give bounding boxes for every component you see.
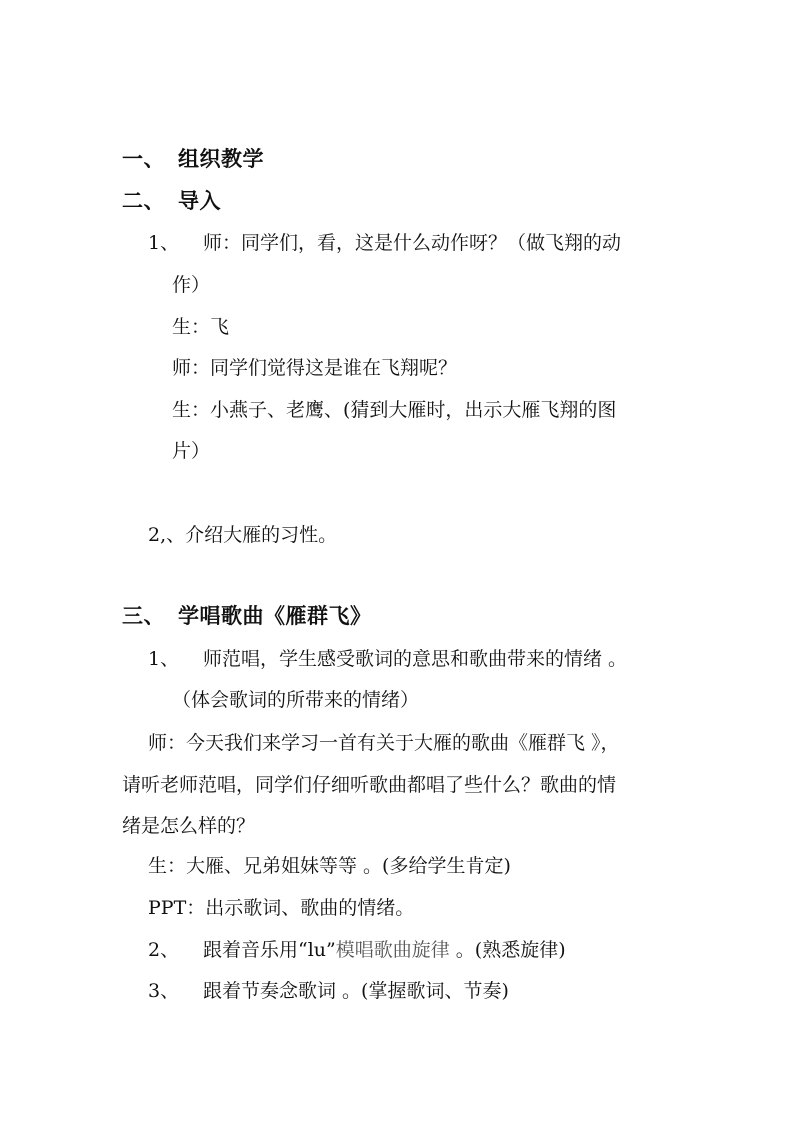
paragraph-line: 生：大雁、兄弟姐妹等等 。(多给学生肯定) [148,855,511,877]
paragraph-line: PPT：出示歌词、歌曲的情绪。 [148,897,415,919]
section-number: 三、 [122,604,165,628]
section-heading-2 [122,188,221,214]
section-title: 导入 [178,189,221,213]
paragraph-line: 生：小燕子、老鹰、(猜到大雁时，出示大雁飞翔的图 [172,399,617,421]
paragraph-line: 片） [172,440,211,462]
paragraph-line: 师：同学们，看，这是什么动作呀？（做飞翔的动 [203,232,622,254]
list-item: 跟着节奏念歌词 。(掌握歌词、节奏) [203,980,509,1002]
paragraph-line: 师：今天我们来学习一首有关于大雁的歌曲《雁群飞 》， [148,732,620,754]
section-heading-3 [122,603,372,629]
paragraph-line: 作） [172,274,211,296]
list-item-text: 模唱歌曲旋律 [335,939,450,961]
list-item-text: 。(熟悉旋律) [449,939,566,961]
list-item-number: 1、 [148,232,180,254]
paragraph-line: （体会歌词的所带来的情绪） [172,689,420,711]
list-item-number: 3、 [148,980,180,1002]
list-item [203,937,566,963]
list-item-text: 跟着音乐用“lu” [203,939,336,961]
list-item-number: 1、 [148,648,180,670]
paragraph-line: 师范唱，学生感受歌词的意思和歌曲带来的情绪 。 [203,648,628,670]
paragraph-line: 请听老师范唱，同学们仔细听歌曲都唱了些什么？歌曲的情 [122,774,617,796]
list-item-number: 2、 [148,939,180,961]
paragraph-line: 师：同学们觉得这是谁在飞翔呢？ [172,357,458,379]
section-title: 组织教学 [178,147,264,171]
section-number: 一、 [122,147,165,171]
section-heading-1 [122,146,264,172]
section-title: 学唱歌曲《雁群飞》 [178,604,372,628]
paragraph-line: 生：飞 [172,316,230,338]
paragraph-line: 绪是怎么样的？ [122,815,256,837]
section-number: 二、 [122,189,165,213]
list-item: 2,、介绍大雁的习性。 [148,524,338,546]
